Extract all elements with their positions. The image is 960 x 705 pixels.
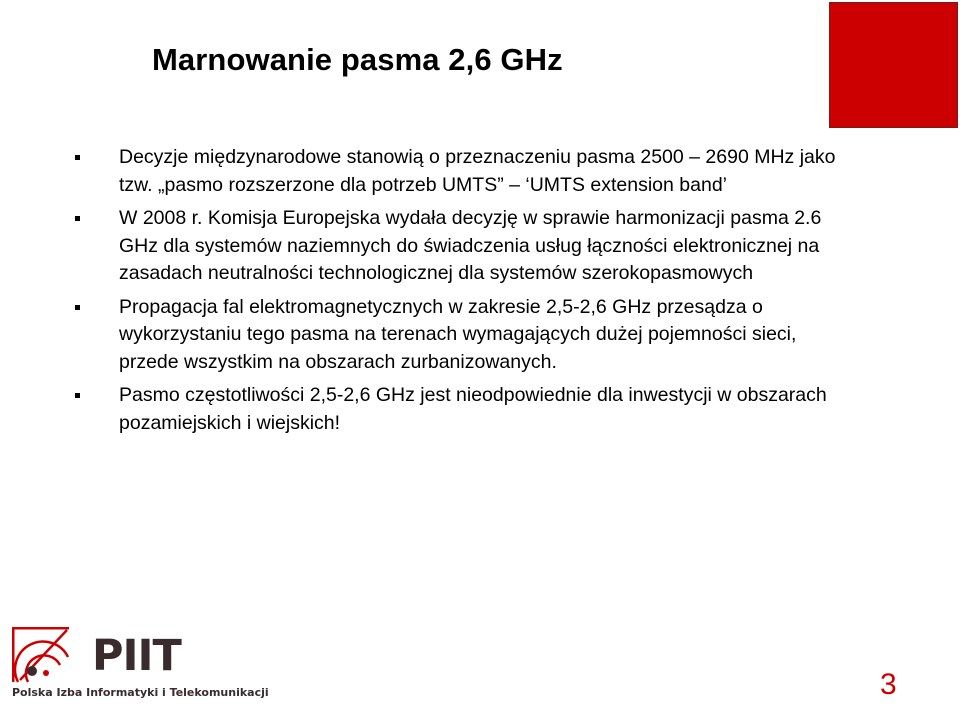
square-bullet-icon (75, 155, 80, 160)
square-bullet-icon (75, 305, 80, 310)
corner-decoration (829, 2, 958, 128)
logo-name: PIIT (92, 631, 181, 681)
list-item (75, 382, 855, 437)
list-item (75, 144, 855, 199)
bullet-list (75, 144, 855, 443)
square-bullet-icon (75, 393, 80, 398)
page-number: 3 (880, 668, 897, 701)
logo-subtitle: Polska Izba Informatyki i Telekomunikacji (12, 686, 269, 699)
bullet-text: Decyzje międzynarodowe stanowią o przeznaczeniu pasma 2500 – 2690 MHz jako tzw. „pasmo rozszerzone dla potrzeb UMTS” – ‘UMTS extension band’ (119, 146, 836, 196)
piit-emblem-icon (12, 627, 70, 683)
bullet-text: Propagacja fal elektromagnetycznych w zakresie 2,5-2,6 GHz przesądza o wykorzystaniu tego pasma na terenach wymagających dużej pojemności sieci, przede wszystkim na obszarach zurbanizowanych. (119, 295, 797, 373)
square-bullet-icon (75, 216, 80, 221)
slide-title: Marnowanie pasma 2,6 GHz (152, 42, 563, 77)
bullet-text: W 2008 r. Komisja Europejska wydała decyzję w sprawie harmonizacji pasma 2.6 GHz dla systemów naziemnych do świadczenia usług łączności elektronicznej na zasadach neutralności technologicznej dla systemów szerokopasmowych (119, 207, 822, 284)
list-item (75, 294, 855, 377)
bullet-text: Pasmo częstotliwości 2,5-2,6 GHz jest nieodpowiednie dla inwestycji w obszarach pozamiejskich i wiejskich! (119, 384, 827, 434)
list-item (75, 205, 855, 288)
piit-logo (12, 627, 312, 702)
